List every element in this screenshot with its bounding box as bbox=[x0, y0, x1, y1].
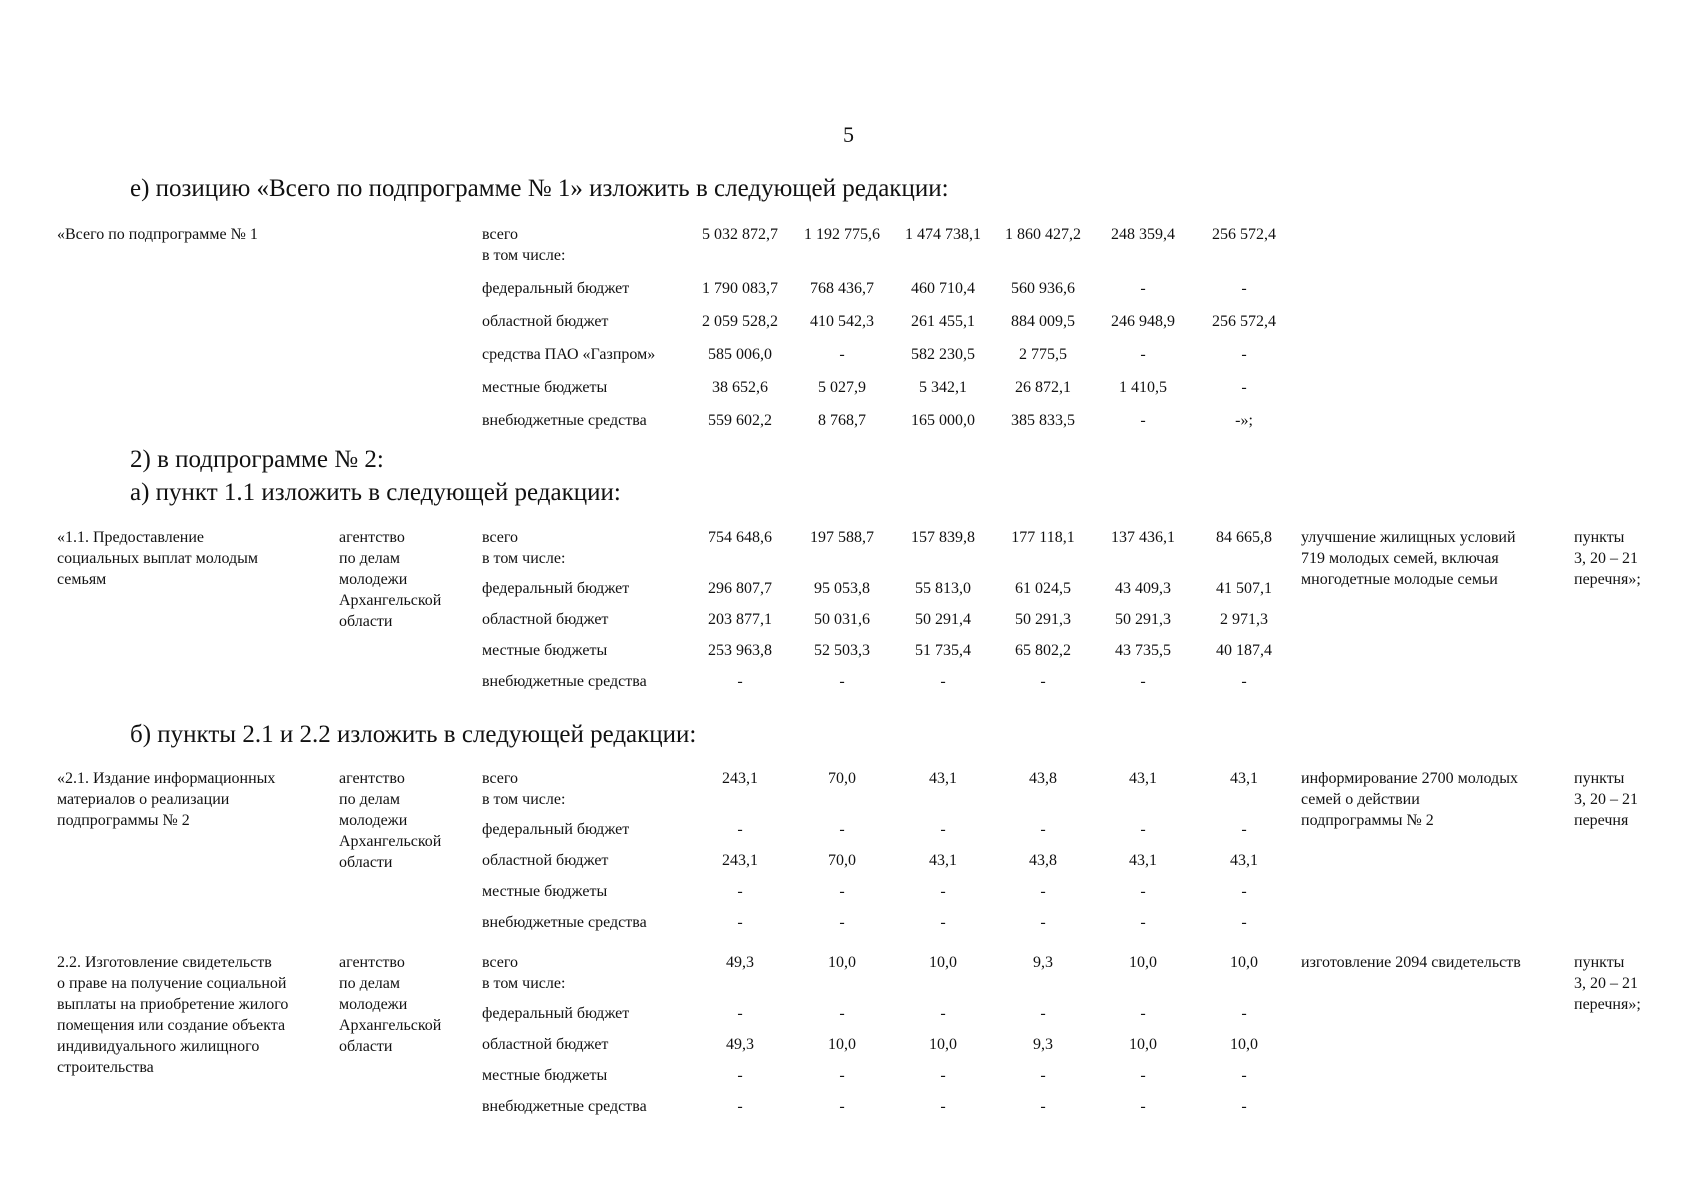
expected-result: изготовление 2094 свидетельств bbox=[1301, 954, 1521, 971]
amount-cell: 38 652,6 bbox=[712, 379, 768, 396]
amount-cell: 2 775,5 bbox=[1019, 346, 1067, 363]
amount-cell: 248 359,4 bbox=[1111, 226, 1175, 243]
activity-name: помещения или создание объекта bbox=[57, 1017, 286, 1034]
funding-source-label: областной бюджет bbox=[482, 852, 609, 869]
amount-cell: 43,1 bbox=[929, 770, 957, 787]
amount-cell: 61 024,5 bbox=[1015, 580, 1071, 597]
executor: агентство bbox=[339, 770, 405, 787]
funding-source-label: средства ПАО «Газпром» bbox=[482, 346, 656, 363]
reference: перечня bbox=[1574, 812, 1629, 829]
amount-cell: 43 735,5 bbox=[1115, 642, 1171, 659]
reference: пункты bbox=[1574, 954, 1625, 971]
executor: агентство bbox=[339, 954, 405, 971]
activity-name: семьям bbox=[57, 571, 107, 588]
funding-source-label: всего bbox=[482, 770, 519, 787]
amount-cell: 43,1 bbox=[1230, 770, 1258, 787]
funding-source-label: всего bbox=[482, 226, 519, 243]
activity-name: индивидуального жилищного bbox=[57, 1038, 260, 1055]
amount-cell: - bbox=[839, 883, 845, 900]
reference: перечня»; bbox=[1574, 996, 1641, 1013]
amount-cell: 10,0 bbox=[1230, 954, 1258, 971]
amount-cell: 8 768,7 bbox=[818, 412, 866, 429]
amount-cell: 460 710,4 bbox=[911, 280, 975, 297]
amount-cell: 2 059 528,2 bbox=[702, 313, 778, 330]
expected-result: 719 молодых семей, включая bbox=[1301, 550, 1499, 567]
amount-cell: - bbox=[1241, 379, 1247, 396]
amount-cell: - bbox=[1241, 280, 1247, 297]
amount-cell: 203 877,1 bbox=[708, 611, 772, 628]
amount-cell: 197 588,7 bbox=[810, 529, 874, 546]
executor: области bbox=[339, 1038, 393, 1055]
amount-cell: 41 507,1 bbox=[1216, 580, 1272, 597]
amount-cell: 50 031,6 bbox=[814, 611, 870, 628]
amount-cell: 243,1 bbox=[722, 852, 758, 869]
reference: пункты bbox=[1574, 529, 1625, 546]
amount-cell: 50 291,3 bbox=[1015, 611, 1071, 628]
amount-cell: 43,1 bbox=[1129, 852, 1157, 869]
amount-cell: 43,8 bbox=[1029, 852, 1057, 869]
amount-cell: 157 839,8 bbox=[911, 529, 975, 546]
page-number: 5 bbox=[843, 122, 854, 147]
executor: по делам bbox=[339, 975, 401, 992]
amount-cell: 385 833,5 bbox=[1011, 412, 1075, 429]
activity-name: «1.1. Предоставление bbox=[57, 529, 205, 546]
amount-cell: 410 542,3 bbox=[810, 313, 874, 330]
amount-cell: 49,3 bbox=[726, 1036, 754, 1053]
funding-source-label: федеральный бюджет bbox=[482, 580, 630, 597]
funding-source-label: внебюджетные средства bbox=[482, 412, 647, 429]
amount-cell: 582 230,5 bbox=[911, 346, 975, 363]
amount-cell: 560 936,6 bbox=[1011, 280, 1075, 297]
executor: агентство bbox=[339, 529, 405, 546]
amount-cell: 261 455,1 bbox=[911, 313, 975, 330]
funding-source-label: областной бюджет bbox=[482, 1036, 609, 1053]
amount-cell: 43,1 bbox=[1129, 770, 1157, 787]
amount-cell: - bbox=[1140, 1098, 1146, 1115]
reference: 3, 20 – 21 bbox=[1574, 975, 1638, 992]
amount-cell: 10,0 bbox=[1129, 1036, 1157, 1053]
funding-source-label: областной бюджет bbox=[482, 611, 609, 628]
amount-cell: 10,0 bbox=[929, 954, 957, 971]
funding-source-sublabel: в том числе: bbox=[482, 550, 566, 567]
amount-cell: - bbox=[1140, 673, 1146, 690]
amount-cell: 1 860 427,2 bbox=[1005, 226, 1081, 243]
amount-cell: 1 790 083,7 bbox=[702, 280, 778, 297]
amount-cell: 50 291,3 bbox=[1115, 611, 1171, 628]
funding-source-label: местные бюджеты bbox=[482, 642, 608, 659]
amount-cell: - bbox=[1140, 1067, 1146, 1084]
amount-cell: - bbox=[1241, 821, 1247, 838]
funding-source-sublabel: в том числе: bbox=[482, 975, 566, 992]
amount-cell: 5 342,1 bbox=[919, 379, 967, 396]
amount-cell: - bbox=[1241, 1005, 1247, 1022]
funding-source-label: местные бюджеты bbox=[482, 379, 608, 396]
amount-cell: 70,0 bbox=[828, 852, 856, 869]
amount-cell: 5 032 872,7 bbox=[702, 226, 778, 243]
funding-source-label: всего bbox=[482, 954, 519, 971]
amount-cell: 51 735,4 bbox=[915, 642, 971, 659]
amount-cell: 243,1 bbox=[722, 770, 758, 787]
funding-source-label: всего bbox=[482, 529, 519, 546]
amount-cell: - bbox=[839, 914, 845, 931]
amount-cell: - bbox=[1140, 1005, 1146, 1022]
executor: Архангельской bbox=[339, 833, 442, 850]
amount-cell: 52 503,3 bbox=[814, 642, 870, 659]
reference: перечня»; bbox=[1574, 571, 1641, 588]
activity-name: материалов о реализации bbox=[57, 791, 230, 808]
amount-cell: - bbox=[1040, 1098, 1046, 1115]
amount-cell: - bbox=[737, 821, 743, 838]
executor: Архангельской bbox=[339, 1017, 442, 1034]
amount-cell: - bbox=[839, 1005, 845, 1022]
amount-cell: 9,3 bbox=[1033, 954, 1053, 971]
amount-cell: 256 572,4 bbox=[1212, 313, 1276, 330]
funding-source-sublabel: в том числе: bbox=[482, 247, 566, 264]
funding-source-label: местные бюджеты bbox=[482, 1067, 608, 1084]
amount-cell: - bbox=[839, 1098, 845, 1115]
amount-cell: 55 813,0 bbox=[915, 580, 971, 597]
amount-cell: - bbox=[1241, 673, 1247, 690]
amount-cell: - bbox=[940, 883, 946, 900]
amount-cell: 768 436,7 bbox=[810, 280, 874, 297]
section-e-heading: е) позицию «Всего по подпрограмме № 1» изложить в следующей редакции: bbox=[130, 175, 949, 202]
expected-result: улучшение жилищных условий bbox=[1301, 529, 1516, 546]
amount-cell: 884 009,5 bbox=[1011, 313, 1075, 330]
expected-result: многодетные молодые семьи bbox=[1301, 571, 1498, 588]
amount-cell: 5 027,9 bbox=[818, 379, 866, 396]
funding-source-label: областной бюджет bbox=[482, 313, 609, 330]
activity-name: строительства bbox=[57, 1059, 154, 1076]
amount-cell: 754 648,6 bbox=[708, 529, 772, 546]
amount-cell: - bbox=[940, 1098, 946, 1115]
amount-cell: - bbox=[1040, 914, 1046, 931]
amount-cell: - bbox=[940, 1067, 946, 1084]
amount-cell: - bbox=[737, 1005, 743, 1022]
executor: области bbox=[339, 854, 393, 871]
amount-cell: 26 872,1 bbox=[1015, 379, 1071, 396]
amount-cell: - bbox=[1140, 821, 1146, 838]
amount-cell: 177 118,1 bbox=[1011, 529, 1075, 546]
executor: по делам bbox=[339, 791, 401, 808]
executor: молодежи bbox=[339, 996, 408, 1013]
amount-cell: - bbox=[839, 673, 845, 690]
amount-cell: - bbox=[1241, 883, 1247, 900]
amount-cell: - bbox=[1140, 346, 1146, 363]
activity-name: о праве на получение социальной bbox=[57, 975, 287, 992]
amount-cell: - bbox=[737, 883, 743, 900]
amount-cell: 43 409,3 bbox=[1115, 580, 1171, 597]
activity-name: социальных выплат молодым bbox=[57, 550, 259, 567]
amount-cell: 165 000,0 bbox=[911, 412, 975, 429]
amount-cell: - bbox=[940, 673, 946, 690]
amount-cell: 50 291,4 bbox=[915, 611, 971, 628]
amount-cell: 296 807,7 bbox=[708, 580, 772, 597]
section-b-heading: б) пункты 2.1 и 2.2 изложить в следующей редакции: bbox=[130, 721, 697, 748]
executor: Архангельской bbox=[339, 592, 442, 609]
section-2-heading: 2) в подпрограмме № 2: bbox=[130, 446, 384, 473]
reference: 3, 20 – 21 bbox=[1574, 791, 1638, 808]
amount-cell: 246 948,9 bbox=[1111, 313, 1175, 330]
funding-source-label: внебюджетные средства bbox=[482, 914, 647, 931]
amount-cell: - bbox=[839, 346, 845, 363]
funding-source-label: внебюджетные средства bbox=[482, 1098, 647, 1115]
amount-cell: 40 187,4 bbox=[1216, 642, 1272, 659]
amount-cell: 9,3 bbox=[1033, 1036, 1053, 1053]
amount-cell: 585 006,0 bbox=[708, 346, 772, 363]
amount-cell: - bbox=[1040, 1005, 1046, 1022]
executor: по делам bbox=[339, 550, 401, 567]
funding-source-label: федеральный бюджет bbox=[482, 1005, 630, 1022]
amount-cell: 1 410,5 bbox=[1119, 379, 1167, 396]
amount-cell: - bbox=[1241, 914, 1247, 931]
amount-cell: - bbox=[1241, 1067, 1247, 1084]
amount-cell: 10,0 bbox=[1129, 954, 1157, 971]
activity-name: выплаты на приобретение жилого bbox=[57, 996, 289, 1013]
amount-cell: 49,3 bbox=[726, 954, 754, 971]
amount-cell: - bbox=[737, 1067, 743, 1084]
expected-result: информирование 2700 молодых bbox=[1301, 770, 1518, 787]
amount-cell: 256 572,4 bbox=[1212, 226, 1276, 243]
amount-cell: -»; bbox=[1235, 412, 1253, 429]
amount-cell: - bbox=[940, 1005, 946, 1022]
section-a-heading: а) пункт 1.1 изложить в следующей редакции: bbox=[130, 479, 621, 506]
reference: пункты bbox=[1574, 770, 1625, 787]
amount-cell: - bbox=[839, 1067, 845, 1084]
amount-cell: 137 436,1 bbox=[1111, 529, 1175, 546]
amount-cell: - bbox=[1040, 673, 1046, 690]
amount-cell: 65 802,2 bbox=[1015, 642, 1071, 659]
amount-cell: 1 192 775,6 bbox=[804, 226, 880, 243]
expected-result: подпрограммы № 2 bbox=[1301, 812, 1434, 829]
executor: молодежи bbox=[339, 571, 408, 588]
amount-cell: 10,0 bbox=[828, 1036, 856, 1053]
amount-cell: - bbox=[1040, 1067, 1046, 1084]
amount-cell: 1 474 738,1 bbox=[905, 226, 981, 243]
amount-cell: - bbox=[1140, 280, 1146, 297]
amount-cell: 2 971,3 bbox=[1220, 611, 1268, 628]
amount-cell: - bbox=[1140, 883, 1146, 900]
amount-cell: 43,8 bbox=[1029, 770, 1057, 787]
amount-cell: - bbox=[940, 821, 946, 838]
reference: 3, 20 – 21 bbox=[1574, 550, 1638, 567]
amount-cell: - bbox=[1040, 821, 1046, 838]
amount-cell: 43,1 bbox=[929, 852, 957, 869]
amount-cell: - bbox=[940, 914, 946, 931]
amount-cell: 43,1 bbox=[1230, 852, 1258, 869]
amount-cell: - bbox=[737, 673, 743, 690]
activity-name: 2.2. Изготовление свидетельств bbox=[57, 954, 272, 971]
amount-cell: - bbox=[737, 914, 743, 931]
funding-source-sublabel: в том числе: bbox=[482, 791, 566, 808]
amount-cell: 253 963,8 bbox=[708, 642, 772, 659]
expected-result: семей о действии bbox=[1301, 791, 1420, 808]
funding-source-label: федеральный бюджет bbox=[482, 821, 630, 838]
amount-cell: 70,0 bbox=[828, 770, 856, 787]
amount-cell: - bbox=[1241, 1098, 1247, 1115]
amount-cell: 559 602,2 bbox=[708, 412, 772, 429]
executor: области bbox=[339, 613, 393, 630]
funding-source-label: внебюджетные средства bbox=[482, 673, 647, 690]
executor: молодежи bbox=[339, 812, 408, 829]
total-label: «Всего по подпрограмме № 1 bbox=[57, 226, 258, 243]
funding-source-label: местные бюджеты bbox=[482, 883, 608, 900]
amount-cell: - bbox=[1241, 346, 1247, 363]
funding-source-label: федеральный бюджет bbox=[482, 280, 630, 297]
activity-name: «2.1. Издание информационных bbox=[57, 770, 276, 787]
amount-cell: - bbox=[1040, 883, 1046, 900]
amount-cell: 10,0 bbox=[828, 954, 856, 971]
amount-cell: - bbox=[737, 1098, 743, 1115]
amount-cell: - bbox=[1140, 412, 1146, 429]
amount-cell: 10,0 bbox=[1230, 1036, 1258, 1053]
amount-cell: - bbox=[839, 821, 845, 838]
amount-cell: - bbox=[1140, 914, 1146, 931]
amount-cell: 95 053,8 bbox=[814, 580, 870, 597]
amount-cell: 10,0 bbox=[929, 1036, 957, 1053]
amount-cell: 84 665,8 bbox=[1216, 529, 1272, 546]
activity-name: подпрограммы № 2 bbox=[57, 812, 190, 829]
